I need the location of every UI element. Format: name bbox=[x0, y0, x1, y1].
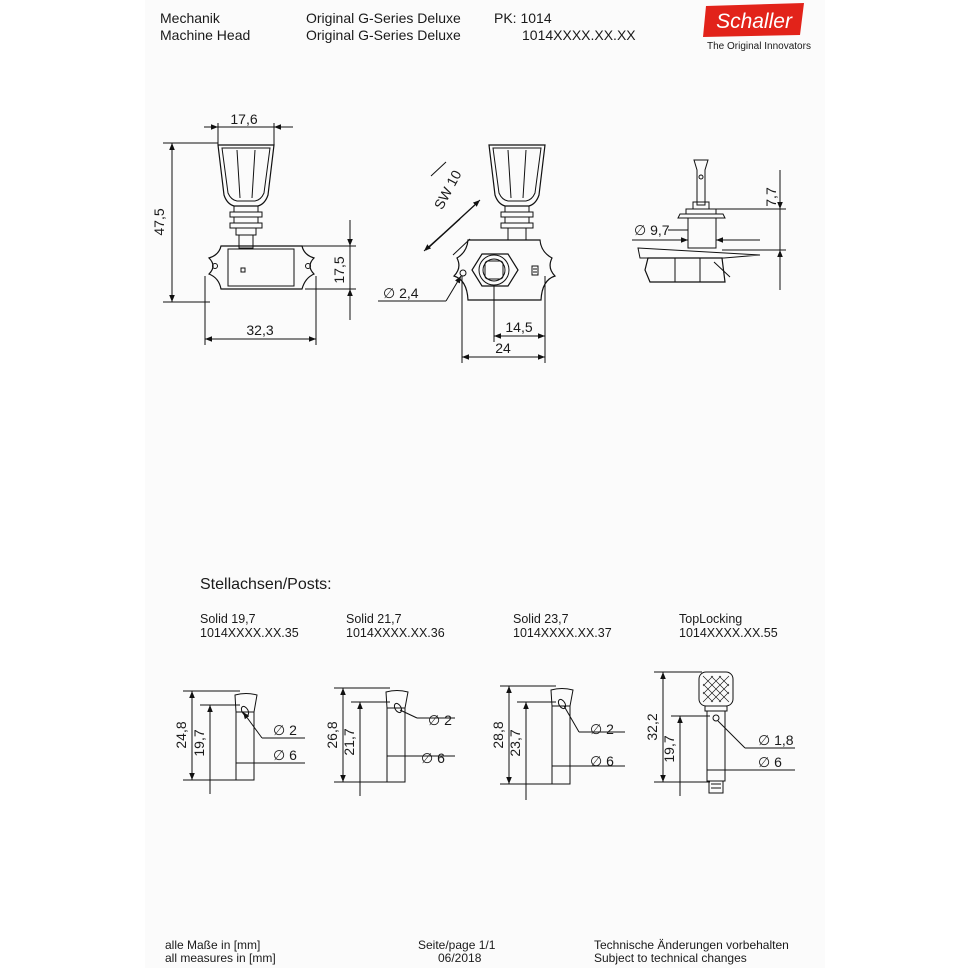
logo-tagline: The Original Innovators bbox=[707, 41, 811, 52]
footer-changes-en: Subject to technical changes bbox=[594, 951, 747, 965]
header-article: 1014XXXX.XX.XX bbox=[522, 27, 636, 43]
dim-post2-total: 26,8 bbox=[324, 721, 340, 749]
dim-front-width-top: 17,6 bbox=[230, 111, 258, 127]
post1-code: 1014XXXX.XX.35 bbox=[200, 626, 299, 640]
dim-front-height-total: 47,5 bbox=[151, 208, 167, 236]
post2-name: Solid 21,7 bbox=[346, 612, 402, 626]
footer-measures-de: alle Maße in [mm] bbox=[165, 938, 261, 952]
dim-post1-dia: ∅ 6 bbox=[273, 747, 297, 763]
dim-post4-hole: ∅ 1,8 bbox=[758, 732, 794, 748]
footer-date: 06/2018 bbox=[438, 951, 482, 965]
dim-post3-total: 28,8 bbox=[490, 721, 506, 749]
dim-post3-post: 23,7 bbox=[507, 729, 523, 757]
dim-post3-dia: ∅ 6 bbox=[590, 753, 614, 769]
dim-post4-total: 32,2 bbox=[644, 713, 660, 741]
header-de-label: Mechanik bbox=[160, 10, 220, 26]
post1-name: Solid 19,7 bbox=[200, 612, 256, 626]
dim-post4-dia: ∅ 6 bbox=[758, 754, 782, 770]
footer-measures-en: all measures in [mm] bbox=[165, 951, 276, 965]
dim-post3-hole: ∅ 2 bbox=[590, 721, 614, 737]
header-en-label: Machine Head bbox=[160, 27, 251, 43]
post4-code: 1014XXXX.XX.55 bbox=[679, 626, 778, 640]
logo-brand-text: Schaller bbox=[716, 10, 792, 33]
footer-page: Seite/page 1/1 bbox=[418, 938, 496, 952]
dim-back-wrench: SW 10 bbox=[430, 167, 465, 212]
post3-name: Solid 23,7 bbox=[513, 612, 569, 626]
dim-back-offset: 14,5 bbox=[505, 319, 533, 335]
front-view bbox=[163, 123, 356, 345]
dim-post1-total: 24,8 bbox=[173, 721, 189, 749]
post3-code: 1014XXXX.XX.37 bbox=[513, 626, 612, 640]
post2-code: 1014XXXX.XX.36 bbox=[346, 626, 445, 640]
dim-post1-hole: ∅ 2 bbox=[273, 722, 297, 738]
dim-front-plate-height: 17,5 bbox=[331, 256, 347, 284]
dim-post2-dia: ∅ 6 bbox=[421, 750, 445, 766]
dim-back-width: 24 bbox=[495, 340, 511, 356]
dim-post2-post: 21,7 bbox=[341, 728, 357, 756]
header-pk: PK: 1014 bbox=[494, 10, 552, 26]
dim-post2-hole: ∅ 2 bbox=[428, 712, 452, 728]
dim-back-hole-dia: ∅ 2,4 bbox=[383, 285, 419, 301]
posts-title: Stellachsen/Posts: bbox=[200, 576, 332, 593]
dim-side-bushing-dia: ∅ 9,7 bbox=[634, 222, 670, 238]
dim-front-plate-width: 32,3 bbox=[246, 322, 274, 338]
dim-post4-post: 19,7 bbox=[661, 735, 677, 763]
header-product-en: Original G-Series Deluxe bbox=[306, 27, 461, 43]
dim-side-height: 7,7 bbox=[763, 187, 779, 207]
post4-name: TopLocking bbox=[679, 612, 743, 626]
header-product-de: Original G-Series Deluxe bbox=[306, 10, 461, 26]
footer-changes-de: Technische Änderungen vorbehalten bbox=[594, 938, 789, 952]
dim-post1-post: 19,7 bbox=[191, 729, 207, 757]
